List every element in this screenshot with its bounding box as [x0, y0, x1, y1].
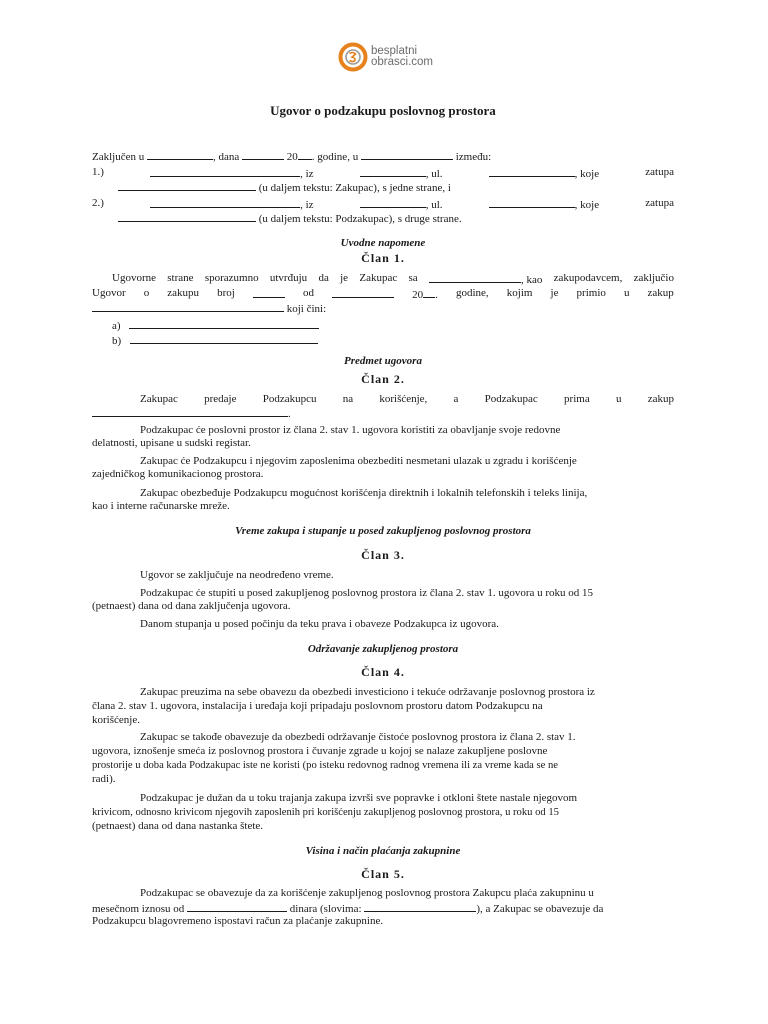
- s3-p1: Ugovor se zaključuje na neodređeno vreme.: [140, 569, 334, 581]
- party1-name-blank[interactable]: [150, 166, 300, 177]
- s4-p2a: Zakupac se takođe obavezuje da obezbedi održavanje čistoće poslovnog prostora iz člana 2. stav 1.: [140, 731, 576, 743]
- contract-year-blank[interactable]: [423, 287, 435, 298]
- s2-p2a: Podzakupac će poslovni prostor iz člana 2. stav 1. ugovora koristiti za obavljanje svoje redovne: [140, 424, 561, 436]
- s3-p2a: Podzakupac će stupiti u posed zakupljenog poslovnog prostora iz člana 2. stav 1. ugovora u roku od 15: [140, 587, 594, 599]
- logo-line-2: obrasci.com: [371, 56, 433, 68]
- s2-p2b: delatnosti, upisane u sudski registar.: [92, 437, 251, 449]
- year-blank[interactable]: [298, 149, 312, 160]
- date-blank[interactable]: [242, 149, 284, 160]
- place2-blank[interactable]: [361, 149, 453, 160]
- item-a-blank[interactable]: [129, 318, 319, 329]
- s4-p3a: Podzakupac je dužan da u toku trajanja zakupa izvrši sve popravke i otkloni štete nastale njegovom: [140, 792, 578, 804]
- s1-item-b: b): [112, 333, 694, 348]
- s4-p1c: korišćenje.: [92, 714, 140, 726]
- s2-p4a: Zakupac obezbeđuje Podzakupcu mogućnost korišćenja direktnih i lokalnih telefonskih i teleks linija,: [140, 487, 588, 499]
- s4-p3b: krivicom, odnosno krivicom njegovih zaposlenih pri korišćenju zakupljenog poslovnog prostora, u roku od 15: [92, 807, 559, 818]
- lessor-blank[interactable]: [429, 272, 521, 283]
- amount-words-blank[interactable]: [364, 901, 476, 912]
- s2-line-2: .: [92, 406, 674, 421]
- document-title: Ugovor o podzakupu poslovnog prostora: [270, 103, 496, 118]
- logo-text: [371, 46, 433, 68]
- party-1-line: 1.) , iz , ul. , koje zatupa: [92, 166, 674, 180]
- s2-p4b: kao i interne računarske mreže.: [92, 500, 230, 512]
- intro-line-1: Zaključen u , dana 20 . godine, u između:: [92, 151, 492, 163]
- s4-p2b: ugovora, iznošenje smeća iz poslovnog prostora i čuvanje zgrade u kojoj se nalaze zakupljene poslovne: [92, 745, 548, 757]
- s4-p1b: člana 2. stav 1. ugovora, instalacija i uređaja koji pripadaju poslovnom prostoru datom Podzakupcu na: [92, 700, 543, 712]
- party2-rep-blank[interactable]: [118, 211, 256, 222]
- party1-street-blank[interactable]: [489, 166, 575, 177]
- s4-p1a: Zakupac preuzima na sebe obavezu da obezbedi investiciono i tekuće održavanje poslovnog prostora iz: [140, 686, 595, 698]
- party1-rep-blank[interactable]: [118, 180, 256, 191]
- s1-line-2: Ugovor o zakupu broj od 20 . godine, kojim je primio u zakup: [92, 287, 674, 301]
- s5-p1b: mesečnom iznosu od dinara (slovima: ), a Zakupac se obavezuje da: [92, 903, 604, 915]
- place-blank[interactable]: [147, 149, 213, 160]
- s1-line-3: koji čini:: [92, 301, 674, 316]
- s4-p2d: radi).: [92, 773, 116, 785]
- s5-p1a: Podzakupac se obavezuje da za korišćenje zakupljenog poslovnog prostora Zakupcu plaća zakupninu u: [140, 887, 594, 899]
- s2-p3a: Zakupac će Podzakupcu i njegovim zaposlenima obezbediti nesmetani ulazak u zgradu i korišćenje: [140, 455, 577, 467]
- s3-p2b: (petnaest) dana od dana zaključenja ugovora.: [92, 600, 291, 612]
- clan-4: Član 4.: [361, 665, 405, 679]
- s2-line-1: Zakupac predaje Podzakupcu na korišćenje, a Podzakupac prima u zakup: [140, 393, 674, 405]
- section-5-heading: Visina i način plaćanja zakupnine: [305, 845, 461, 857]
- contract-date-blank[interactable]: [332, 287, 394, 298]
- logo-line-1: besplatni: [371, 45, 418, 57]
- party1-city-blank[interactable]: [360, 166, 426, 177]
- clan-1: Član 1.: [361, 251, 405, 265]
- party2-street-blank[interactable]: [489, 197, 575, 208]
- section-4-heading: Održavanje zakupljenog prostora: [307, 643, 459, 655]
- premises-blank[interactable]: [92, 301, 284, 312]
- s1-line-1: Ugovorne strane sporazumno utvrđuju da je Zakupac sa , kao zakupodavcem, zaključio: [112, 272, 674, 286]
- clan-5: Član 5.: [361, 867, 405, 881]
- logo-mark-icon: [338, 42, 368, 72]
- amount-blank[interactable]: [187, 901, 287, 912]
- party-2-line-2: (u daljem tekstu: Podzakupac), s druge strane.: [118, 211, 700, 226]
- clan-3: Član 3.: [361, 548, 405, 562]
- item-b-blank[interactable]: [130, 333, 318, 344]
- party-2-line: 2.) , iz , ul. , koje zatupa: [92, 197, 674, 211]
- section-1-heading: Uvodne napomene: [340, 237, 426, 249]
- s1-item-a: a): [112, 318, 694, 333]
- party2-city-blank[interactable]: [360, 197, 426, 208]
- s3-p3: Danom stupanja u posed počinju da teku prava i obaveze Podzakupca iz ugovora.: [140, 618, 499, 630]
- party-1-line-2: (u daljem tekstu: Zakupac), s jedne strane, i: [118, 180, 700, 195]
- party2-name-blank[interactable]: [150, 197, 300, 208]
- s5-p1c: Podzakupcu blagovremeno ispostavi račun za plaćanje zakupnine.: [92, 915, 384, 927]
- s2-p3b: zajedničkog komunikacionog prostora.: [92, 468, 264, 480]
- clan-2: Član 2.: [361, 372, 405, 386]
- s4-p3c: (petnaest) dana od dana nastanka štete.: [92, 820, 264, 832]
- s4-p2c: prostorije u doba kada Podzakupac iste ne koristi (po isteku redovnog radnog vremena ili za vreme kada se ne: [92, 760, 558, 771]
- logo: [338, 40, 433, 74]
- section-3-heading: Vreme zakupa i stupanje u posed zakupljenog poslovnog prostora: [235, 525, 531, 537]
- contract-number-blank[interactable]: [253, 287, 285, 298]
- section-2-heading: Predmet ugovora: [344, 355, 422, 367]
- subject-blank[interactable]: [92, 406, 288, 417]
